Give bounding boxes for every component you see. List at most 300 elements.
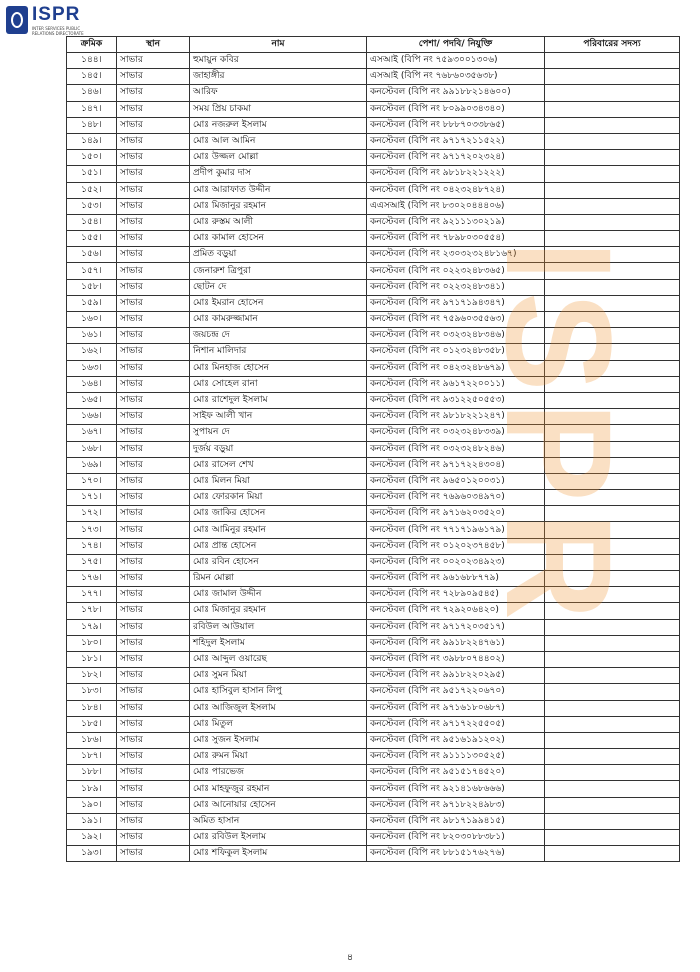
table-row	[67, 295, 680, 311]
cell-rank: কনস্টেবল (বিপি নং ৭২৯২০৬৪২০)	[367, 603, 545, 619]
cell-name: মোঃ ইমরান হোসেন	[190, 295, 367, 311]
cell-rank: কনস্টেবল (বিপি নং ৯৬১৬৮৮৭৭৯)	[367, 571, 545, 587]
cell-family	[545, 441, 680, 457]
cell-family	[545, 813, 680, 829]
cell-rank: কনস্টেবল (বিপি নং ৯৬৫০১২০০৩১)	[367, 473, 545, 489]
cell-rank: এসআই (বিপি নং ৭৬৮৬০৩৫৬৩৮)	[367, 69, 545, 85]
cell-name: প্রমিত বড়ুয়া	[190, 247, 367, 263]
cell-serial: ১৬৩।	[67, 360, 117, 376]
cell-serial: ১৮১।	[67, 651, 117, 667]
cell-place: সাভার	[117, 797, 190, 813]
table-row	[67, 619, 680, 635]
cell-place: সাভার	[117, 214, 190, 230]
cell-family	[545, 53, 680, 69]
cell-name: রবিউল আউয়াল	[190, 619, 367, 635]
cell-rank: কনস্টেবল (বিপি নং ০২২৩২৪৮৩৪১)	[367, 279, 545, 295]
cell-place: সাভার	[117, 749, 190, 765]
cell-serial: ১৮৪।	[67, 700, 117, 716]
cell-place: সাভার	[117, 425, 190, 441]
table-row	[67, 117, 680, 133]
cell-family	[545, 797, 680, 813]
cell-rank: কনস্টেবল (বিপি নং ৯৮১৮২২১২৪৭)	[367, 409, 545, 425]
table-row	[67, 749, 680, 765]
watermark-text: ISPR	[475, 240, 643, 631]
cell-name: মোঃ প্রান্ত হোসেন	[190, 538, 367, 554]
cell-family	[545, 490, 680, 506]
cell-family	[545, 538, 680, 554]
cell-rank: কনস্টেবল (বিপি নং ৮২০৩০৮৮৩৮১)	[367, 830, 545, 846]
cell-serial: ১৪৮।	[67, 117, 117, 133]
table-row	[67, 166, 680, 182]
cell-place: সাভার	[117, 231, 190, 247]
cell-name: মোঃ রাশেদুল ইসলাম	[190, 392, 367, 408]
table-row	[67, 490, 680, 506]
cell-family	[545, 279, 680, 295]
cell-serial: ১৬৭।	[67, 425, 117, 441]
cell-serial: ১৬১।	[67, 328, 117, 344]
cell-serial: ১৬০।	[67, 312, 117, 328]
cell-place: সাভার	[117, 360, 190, 376]
table-row	[67, 635, 680, 651]
cell-name: মোঃ উজ্জল মোল্লা	[190, 150, 367, 166]
table-row	[67, 279, 680, 295]
cell-name: হুমায়ুন কবির	[190, 53, 367, 69]
cell-place: সাভার	[117, 117, 190, 133]
cell-place: সাভার	[117, 846, 190, 862]
cell-place: সাভার	[117, 344, 190, 360]
cell-name: দুর্জয় বড়ুয়া	[190, 441, 367, 457]
cell-rank: কনস্টেবল (বিপি নং ৯৬১৭২২০০১১)	[367, 376, 545, 392]
cell-place: সাভার	[117, 279, 190, 295]
cell-name: মোঃ মিতুল	[190, 716, 367, 732]
cell-rank: কনস্টেবল (বিপি নং ৯৭১৮২২৪৯৮৩)	[367, 797, 545, 813]
cell-rank: কনস্টেবল (বিপি নং ৯২১১১৩০২১৯)	[367, 214, 545, 230]
cell-rank: কনস্টেবল (বিপি নং ২৩০৩২৩২৪৮১৬৭)	[367, 247, 545, 263]
table-row	[67, 587, 680, 603]
cell-family	[545, 587, 680, 603]
cell-rank: কনস্টেবল (বিপি নং ৭৫৯৬০৩৫৫৬৩)	[367, 312, 545, 328]
cell-serial: ১৭০।	[67, 473, 117, 489]
table-row	[67, 781, 680, 797]
cell-name: মোঃ সুমন মিয়া	[190, 668, 367, 684]
cell-name: মোঃ রবিন হোসেন	[190, 554, 367, 570]
cell-family	[545, 765, 680, 781]
cell-rank: কনস্টেবল (বিপি নং ৭২৮৯০৯৫৪৫)	[367, 587, 545, 603]
table-row	[67, 360, 680, 376]
cell-serial: ১৫১।	[67, 166, 117, 182]
cell-family	[545, 263, 680, 279]
cell-place: সাভার	[117, 538, 190, 554]
cell-place: সাভার	[117, 716, 190, 732]
cell-name: মোঃ মিলন মিয়া	[190, 473, 367, 489]
cell-rank: কনস্টেবল (বিপি নং ০৩২৩২৪৮২৪৬)	[367, 441, 545, 457]
cell-rank: কনস্টেবল (বিপি নং ৯২১৪১৬৮৬৬৬)	[367, 781, 545, 797]
cell-place: সাভার	[117, 182, 190, 198]
cell-rank: কনস্টেবল (বিপি নং ৯৭১৭২০২৩২৪)	[367, 150, 545, 166]
table-row	[67, 668, 680, 684]
cell-family	[545, 198, 680, 214]
cell-name: মোঃ আমিনুর রহমান	[190, 522, 367, 538]
cell-family	[545, 635, 680, 651]
cell-serial: ১৫২।	[67, 182, 117, 198]
cell-family	[545, 700, 680, 716]
cell-family	[545, 409, 680, 425]
cell-name: জাহাঙ্গীর	[190, 69, 367, 85]
table-row	[67, 263, 680, 279]
cell-place: সাভার	[117, 603, 190, 619]
cell-rank: কনস্টেবল (বিপি নং ৯১১১১৩০৫২৫)	[367, 749, 545, 765]
cell-serial: ১৫৫।	[67, 231, 117, 247]
cell-rank: কনস্টেবল (বিপি নং ০৪২৩২৪৮৭২৪)	[367, 182, 545, 198]
cell-family	[545, 522, 680, 538]
ispr-logo	[6, 4, 106, 40]
cell-serial: ১৭৭।	[67, 587, 117, 603]
cell-serial: ১৪৭।	[67, 101, 117, 117]
cell-rank: কনস্টেবল (বিপি নং ৯৫১৫১৭৪৫২০)	[367, 765, 545, 781]
cell-name: নিশান মালিদার	[190, 344, 367, 360]
cell-rank: কনস্টেবল (বিপি নং ৯৮১৮২২১২২২)	[367, 166, 545, 182]
cell-serial: ১৮৮।	[67, 765, 117, 781]
table-row	[67, 700, 680, 716]
table-row	[67, 684, 680, 700]
cell-name: মোঃ সুজন ইসলাম	[190, 732, 367, 748]
table-row	[67, 603, 680, 619]
cell-place: সাভার	[117, 554, 190, 570]
cell-serial: ১৫৩।	[67, 198, 117, 214]
table-row	[67, 651, 680, 667]
cell-serial: ১৪৯।	[67, 133, 117, 149]
ispr-emblem-icon	[6, 6, 28, 34]
table-row	[67, 231, 680, 247]
cell-serial: ১৪৫।	[67, 69, 117, 85]
cell-place: সাভার	[117, 700, 190, 716]
cell-place: সাভার	[117, 813, 190, 829]
cell-rank: কনস্টেবল (বিপি নং ৯৭১৭২২৪৩০৪)	[367, 457, 545, 473]
cell-name: মোঃ হাসিবুল হাসান লিপু	[190, 684, 367, 700]
page-number: ৪	[346, 952, 354, 963]
cell-family	[545, 312, 680, 328]
cell-family	[545, 295, 680, 311]
cell-name: প্রদীপ কুমার দাস	[190, 166, 367, 182]
cell-serial: ১৪৪।	[67, 53, 117, 69]
table-row	[67, 765, 680, 781]
cell-place: সাভার	[117, 133, 190, 149]
cell-serial: ১৮৯।	[67, 781, 117, 797]
cell-family	[545, 69, 680, 85]
cell-name: মোঃ পারভেজ	[190, 765, 367, 781]
table-row	[67, 732, 680, 748]
table-row	[67, 538, 680, 554]
cell-place: সাভার	[117, 409, 190, 425]
table-row	[67, 392, 680, 408]
column-header-serial: ক্রমিক	[67, 37, 117, 53]
cell-place: সাভার	[117, 263, 190, 279]
cell-serial: ১৬৮।	[67, 441, 117, 457]
cell-place: সাভার	[117, 684, 190, 700]
cell-serial: ১৬২।	[67, 344, 117, 360]
cell-family	[545, 425, 680, 441]
cell-rank: কনস্টেবল (বিপি নং ৯৭১৭১৯৪৩৪৭)	[367, 295, 545, 311]
cell-rank: কনস্টেবল (বিপি নং ৯৮১৭১৯৯৪১৫)	[367, 813, 545, 829]
cell-rank: কনস্টেবল (বিপি নং ৮০৯৯০৩৪৩৪০)	[367, 101, 545, 117]
cell-family	[545, 668, 680, 684]
table-row	[67, 813, 680, 829]
cell-family	[545, 182, 680, 198]
cell-serial: ১৫০।	[67, 150, 117, 166]
cell-name: মোঃ আল আমিন	[190, 133, 367, 149]
cell-family	[545, 554, 680, 570]
cell-place: সাভার	[117, 69, 190, 85]
table-body	[67, 53, 680, 862]
cell-place: সাভার	[117, 490, 190, 506]
cell-name: মোঃ জামাল উদ্দীন	[190, 587, 367, 603]
cell-place: সাভার	[117, 198, 190, 214]
cell-family	[545, 166, 680, 182]
cell-name: সময় প্রিয় চাকমা	[190, 101, 367, 117]
cell-serial: ১৫৭।	[67, 263, 117, 279]
cell-place: সাভার	[117, 473, 190, 489]
cell-family	[545, 603, 680, 619]
cell-serial: ১৯১।	[67, 813, 117, 829]
table-row	[67, 473, 680, 489]
table-row	[67, 69, 680, 85]
cell-serial: ১৭৮।	[67, 603, 117, 619]
table-row	[67, 522, 680, 538]
cell-place: সাভার	[117, 651, 190, 667]
cell-serial: ১৫৮।	[67, 279, 117, 295]
cell-family	[545, 571, 680, 587]
cell-rank: কনস্টেবল (বিপি নং ৯৩১২২৫০৫৫৩)	[367, 392, 545, 408]
cell-name: শহিদুল ইসলাম	[190, 635, 367, 651]
cell-name: মোঃ আজিজুল ইসলাম	[190, 700, 367, 716]
cell-rank: কনস্টেবল (বিপি নং ৯৯১৮৮২১৪৬০০)	[367, 85, 545, 101]
cell-serial: ১৬৫।	[67, 392, 117, 408]
cell-family	[545, 214, 680, 230]
cell-family	[545, 231, 680, 247]
table-row	[67, 247, 680, 263]
cell-name: সুপায়ন দে	[190, 425, 367, 441]
cell-name: মোঃ নজরুল ইসলাম	[190, 117, 367, 133]
cell-serial: ১৪৬।	[67, 85, 117, 101]
table-row	[67, 376, 680, 392]
cell-place: সাভার	[117, 587, 190, 603]
cell-rank: কনস্টেবল (বিপি নং ৯৯১৮২২০২৯৫)	[367, 668, 545, 684]
cell-serial: ১৯৩।	[67, 846, 117, 862]
cell-name: সাইফ আলী খান	[190, 409, 367, 425]
cell-place: সাভার	[117, 53, 190, 69]
logo-text: ISPR	[32, 4, 81, 25]
cell-name: মোঃ রাসেল শেখ	[190, 457, 367, 473]
cell-rank: কনস্টেবল (বিপি নং ০১২৩২৪৮৩৫৮)	[367, 344, 545, 360]
cell-family	[545, 392, 680, 408]
table-row	[67, 457, 680, 473]
cell-rank: কনস্টেবল (বিপি নং ৮৮৮৭০৩৩৮৬৫)	[367, 117, 545, 133]
table-row	[67, 344, 680, 360]
column-header-place: স্থান	[117, 37, 190, 53]
cell-name: মোঃ রবিউল ইসলাম	[190, 830, 367, 846]
table-row	[67, 846, 680, 862]
cell-family	[545, 846, 680, 862]
cell-rank: কনস্টেবল (বিপি নং ৯৭১৭২০৩৫১৭)	[367, 619, 545, 635]
table-row	[67, 409, 680, 425]
cell-place: সাভার	[117, 376, 190, 392]
cell-rank: কনস্টেবল (বিপি নং ০৩২৩২৪৮৩৪৬)	[367, 328, 545, 344]
cell-rank: এসআই (বিপি নং ৭৫৯৩০০১৩০৬)	[367, 53, 545, 69]
table-header-row	[67, 37, 680, 53]
cell-name: মোঃ মিজানুর রহমান	[190, 198, 367, 214]
cell-serial: ১৫৯।	[67, 295, 117, 311]
column-header-name: নাম	[190, 37, 367, 53]
cell-name: জয়চন্দ্র দে	[190, 328, 367, 344]
cell-rank: কনস্টেবল (বিপি নং ৯৭১৭২২৫৫০৫)	[367, 716, 545, 732]
table-row	[67, 53, 680, 69]
cell-serial: ১৯০।	[67, 797, 117, 813]
cell-place: সাভার	[117, 101, 190, 117]
table-row	[67, 312, 680, 328]
cell-name: মোঃ মিনহাজ হোসেন	[190, 360, 367, 376]
cell-place: সাভার	[117, 781, 190, 797]
cell-place: সাভার	[117, 635, 190, 651]
casualty-roster-table	[66, 36, 680, 862]
cell-family	[545, 328, 680, 344]
table-row	[67, 133, 680, 149]
cell-rank: কনস্টেবল (বিপি নং ৯৭১৬১৮০৬৮৭)	[367, 700, 545, 716]
cell-serial: ১৭৯।	[67, 619, 117, 635]
cell-family	[545, 506, 680, 522]
cell-family	[545, 85, 680, 101]
cell-rank: কনস্টেবল (বিপি নং ৭৮৯৮০৩০৫৫৪)	[367, 231, 545, 247]
cell-name: মোঃ সোহেল রানা	[190, 376, 367, 392]
cell-family	[545, 344, 680, 360]
cell-place: সাভার	[117, 166, 190, 182]
cell-place: সাভার	[117, 732, 190, 748]
cell-place: সাভার	[117, 571, 190, 587]
cell-serial: ১৬৪।	[67, 376, 117, 392]
cell-family	[545, 360, 680, 376]
cell-name: জেনারুশ ত্রিপুরা	[190, 263, 367, 279]
cell-serial: ১৭৪।	[67, 538, 117, 554]
cell-serial: ১৭৩।	[67, 522, 117, 538]
cell-serial: ১৬৯।	[67, 457, 117, 473]
cell-rank: কনস্টেবল (বিপি নং ০১২০২৩৭৪৫৮)	[367, 538, 545, 554]
cell-family	[545, 457, 680, 473]
cell-serial: ১৬৬।	[67, 409, 117, 425]
cell-family	[545, 781, 680, 797]
cell-rank: কনস্টেবল (বিপি নং ৭৭১৭১৯৬১৭৯)	[367, 522, 545, 538]
cell-serial: ১৭৫।	[67, 554, 117, 570]
cell-serial: ১৮৫।	[67, 716, 117, 732]
cell-serial: ১৮৩।	[67, 684, 117, 700]
cell-name: আরিফ	[190, 85, 367, 101]
table-row	[67, 716, 680, 732]
table-row	[67, 182, 680, 198]
cell-rank: কনস্টেবল (বিপি নং ০৩২৩২৪৮৩৩৯)	[367, 425, 545, 441]
cell-place: সাভার	[117, 295, 190, 311]
cell-rank: কনস্টেবল (বিপি নং ৯৫১৭২২০৬৭০)	[367, 684, 545, 700]
cell-rank: কনস্টেবল (বিপি নং ৯৫১৬১৯১২০২)	[367, 732, 545, 748]
cell-family	[545, 247, 680, 263]
table-row	[67, 150, 680, 166]
cell-family	[545, 716, 680, 732]
cell-family	[545, 749, 680, 765]
cell-rank: এএসআই (বিপি নং ৮৩০২০৪৪৪০৬)	[367, 198, 545, 214]
cell-place: সাভার	[117, 441, 190, 457]
cell-family	[545, 619, 680, 635]
cell-serial: ১৭১।	[67, 490, 117, 506]
cell-serial: ১৫৪।	[67, 214, 117, 230]
cell-serial: ১৯২।	[67, 830, 117, 846]
cell-serial: ১৭৬।	[67, 571, 117, 587]
cell-place: সাভার	[117, 457, 190, 473]
cell-family	[545, 651, 680, 667]
cell-place: সাভার	[117, 506, 190, 522]
table-row	[67, 328, 680, 344]
table-row	[67, 797, 680, 813]
table-row	[67, 101, 680, 117]
cell-serial: ১৫৬।	[67, 247, 117, 263]
table-row	[67, 506, 680, 522]
table-row	[67, 554, 680, 570]
cell-name: মোঃ শফিকুল ইসলাম	[190, 846, 367, 862]
cell-family	[545, 150, 680, 166]
table-row	[67, 85, 680, 101]
cell-name: মোঃ আব্দুল ওয়ারেছ	[190, 651, 367, 667]
cell-name: মোঃ ফোরকান মিয়া	[190, 490, 367, 506]
logo-subtext: INTER SERVICES PUBLIC RELATIONS DIRECTORATE	[32, 26, 84, 36]
cell-serial: ১৮২।	[67, 668, 117, 684]
cell-place: সাভার	[117, 312, 190, 328]
cell-place: সাভার	[117, 522, 190, 538]
cell-name: মোঃ মাহফুজুর রহমান	[190, 781, 367, 797]
cell-serial: ১৮৬।	[67, 732, 117, 748]
cell-name: মোঃ কামাল হোসেন	[190, 231, 367, 247]
cell-name: মোঃ মিজানুর রহমান	[190, 603, 367, 619]
cell-place: সাভার	[117, 392, 190, 408]
cell-name: মোঃ রুস্তম আলী	[190, 214, 367, 230]
table-row	[67, 441, 680, 457]
cell-rank: কনস্টেবল (বিপি নং ৭৬৯৬০৩৪৯৭০)	[367, 490, 545, 506]
cell-family	[545, 376, 680, 392]
cell-rank: কনস্টেবল (বিপি নং ০২২৩২৪৮৩৬৫)	[367, 263, 545, 279]
cell-name: মোঃ জাকির হোসেন	[190, 506, 367, 522]
cell-place: সাভার	[117, 247, 190, 263]
cell-family	[545, 473, 680, 489]
cell-name: মোঃ আরাফাত উদ্দীন	[190, 182, 367, 198]
cell-place: সাভার	[117, 619, 190, 635]
table-row	[67, 830, 680, 846]
cell-rank: কনস্টেবল (বিপি নং ০০২০২৩৪৯২৩)	[367, 554, 545, 570]
cell-name: ছোটন দে	[190, 279, 367, 295]
cell-family	[545, 117, 680, 133]
cell-rank: কনস্টেবল (বিপি নং ৩৯৮৮০৭৪৪০২)	[367, 651, 545, 667]
table-row	[67, 198, 680, 214]
cell-rank: কনস্টেবল (বিপি নং ৯৭১৬২০৩৫২০)	[367, 506, 545, 522]
cell-serial: ১৮০।	[67, 635, 117, 651]
cell-place: সাভার	[117, 150, 190, 166]
cell-name: মোঃ রুমন মিয়া	[190, 749, 367, 765]
cell-rank: কনস্টেবল (বিপি নং ৯৭১৭২১১৫২২)	[367, 133, 545, 149]
cell-family	[545, 101, 680, 117]
cell-serial: ১৮৭।	[67, 749, 117, 765]
cell-rank: কনস্টেবল (বিপি নং ৯৯১৮২২৪৭৬১)	[367, 635, 545, 651]
cell-rank: কনস্টেবল (বিপি নং ০৪২৩২৪৮৬৭৯)	[367, 360, 545, 376]
table-row	[67, 425, 680, 441]
cell-place: সাভার	[117, 85, 190, 101]
cell-place: সাভার	[117, 830, 190, 846]
column-header-rank: পেশা/ পদবি/ নিযুক্তি	[367, 37, 545, 53]
cell-name: রিমন মোল্লা	[190, 571, 367, 587]
cell-family	[545, 684, 680, 700]
